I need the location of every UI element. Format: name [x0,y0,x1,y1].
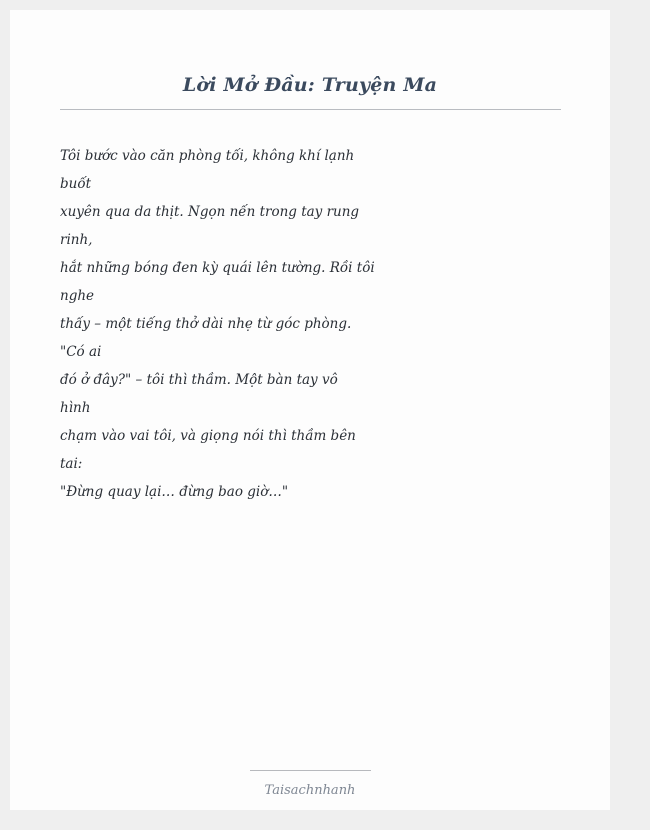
document-page [10,10,610,810]
body-line: chạm vào vai tôi, và giọng nói thì thầm bên [60,428,356,444]
page-title: Lời Mở Đầu: Truyện Ma [182,74,438,96]
body-line: hình [60,400,91,416]
body-line: rinh, [60,232,93,248]
body-line: thấy – một tiếng thở dài nhẹ từ góc phòng. [60,316,352,332]
body-line: đó ở đây?" – tôi thì thầm. Một bàn tay vô [60,372,338,388]
body-line: hắt những bóng đen kỳ quái lên tường. Rồi tôi [60,260,375,276]
body-line: xuyên qua da thịt. Ngọn nến trong tay rung [60,204,360,220]
footer-divider [250,770,371,771]
footer-brand: Taisachnhanh [264,783,356,798]
body-line: buốt [60,176,92,192]
story-body [60,142,380,506]
body-line: tai: [60,456,83,472]
body-line: "Có ai [60,344,102,360]
body-line: Tôi bước vào căn phòng tối, không khí lạnh [60,148,355,164]
title-divider [60,109,561,110]
body-line: nghe [60,288,95,304]
body-line: "Đừng quay lại… đừng bao giờ…" [60,484,289,500]
